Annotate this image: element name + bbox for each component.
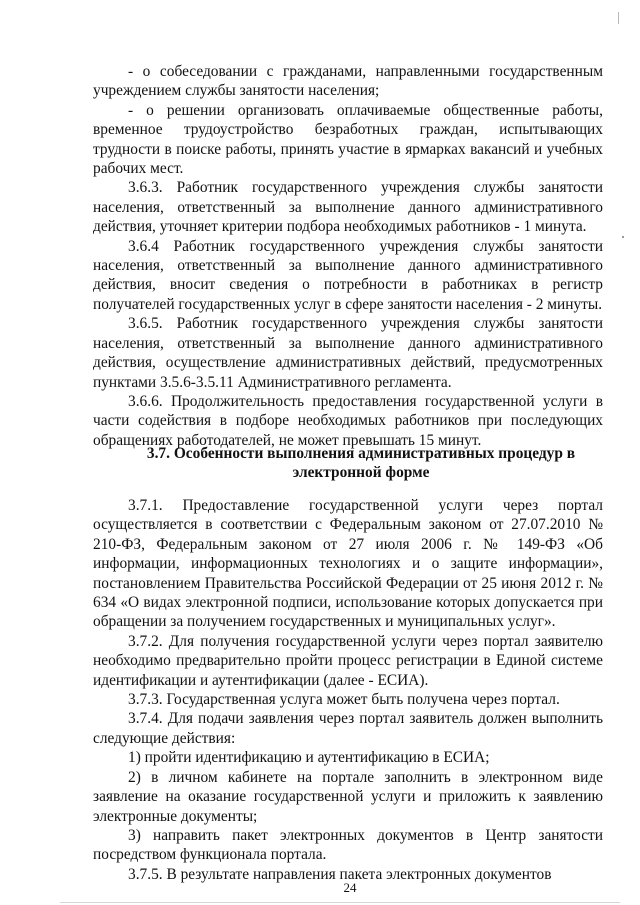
paragraph: 1) пройти идентификацию и аутентификацию в ЕСИА; bbox=[128, 749, 490, 767]
paragraph: 3.7.2. Для получения государственной услуги через портал заявителю необходимо предварительно пройти процесс регистрации в Единой системе идентификации и аутентификации (далее - ЕСИА). bbox=[93, 632, 603, 689]
paragraph: 3.6.4 Работник государственного учреждения службы занятости населения, ответственный за выполнение данного административного действия, вносит сведения о потребности в работниках в регистр получателей государственных услуг в сфере занятости населения - 2 минуты. bbox=[93, 237, 603, 313]
paragraph: 3.7.4. Для подачи заявления через портал заявитель должен выполнить следующие действия: bbox=[93, 710, 603, 747]
scan-artifact bbox=[618, 12, 619, 24]
page-number: 24 bbox=[343, 880, 357, 895]
paragraph: 3.7.3. Государственная услуга может быть получена через портал. bbox=[128, 691, 560, 709]
paragraph: 3.6.6. Продолжительность предоставления государственной услуги в части содействия в подборе необходимых работников при последующих обращениях работодателей, не может превышать 15 минут. bbox=[93, 392, 603, 449]
scan-artifact bbox=[622, 236, 624, 238]
scan-artifact bbox=[60, 902, 620, 903]
section-heading-line: электронной форме bbox=[292, 464, 430, 482]
paragraph: 2) в личном кабинете на портале заполнить в электронном виде заявление на оказание государственной услуги и приложить к заявлению электронные документы; bbox=[93, 768, 603, 825]
body-text-bottom bbox=[93, 496, 603, 884]
paragraph: 3.7.5. В результате направления пакета электронных документов bbox=[128, 865, 552, 883]
paragraph: - о решении организовать оплачиваемые общественные работы, временное трудоустройство безработных граждан, испытывающих трудности в поиске работы, принять участие в ярмарках вакансий и учебных рабочих мест. bbox=[93, 101, 603, 178]
paragraph: 3.6.5. Работник государственного учреждения службы занятости населения, ответственный за выполнение данного административного действия, осуществление административных действий, предусмотренных пунктами 3.5.6-3.5.11 Административного регламента. bbox=[93, 315, 603, 391]
paragraph: 3.7.1. Предоставление государственной услуги через портал осуществляется в соответствии с Федеральным законом от 27.07.2010 № 210-ФЗ, Федеральным законом от 27 июля 2006 г. № 149-ФЗ «Об информации, информационных технологиях и о защите информации», постановлением Правительства Российской Федерации от 25 июня 2012 г. № 634 «О видах электронной подписи, использование которых допускается при обращении за получением государственных и муниципальных услуг». bbox=[93, 497, 603, 631]
section-heading-line: 3.7. Особенности выполнения административных процедур в bbox=[146, 445, 576, 462]
paragraph: 3) направить пакет электронных документов в Центр занятости посредством функционала портала. bbox=[93, 826, 603, 864]
paragraph: - о собеседовании с гражданами, направленными государственным учреждением службы занятости населения; bbox=[93, 63, 603, 100]
paragraph: 3.6.3. Работник государственного учреждения службы занятости населения, ответственный за выполнение данного административного действия, уточняет критерии подбора необходимых работников - 1 минута. bbox=[93, 179, 603, 236]
section-heading bbox=[93, 444, 603, 483]
body-text-top bbox=[93, 62, 603, 450]
